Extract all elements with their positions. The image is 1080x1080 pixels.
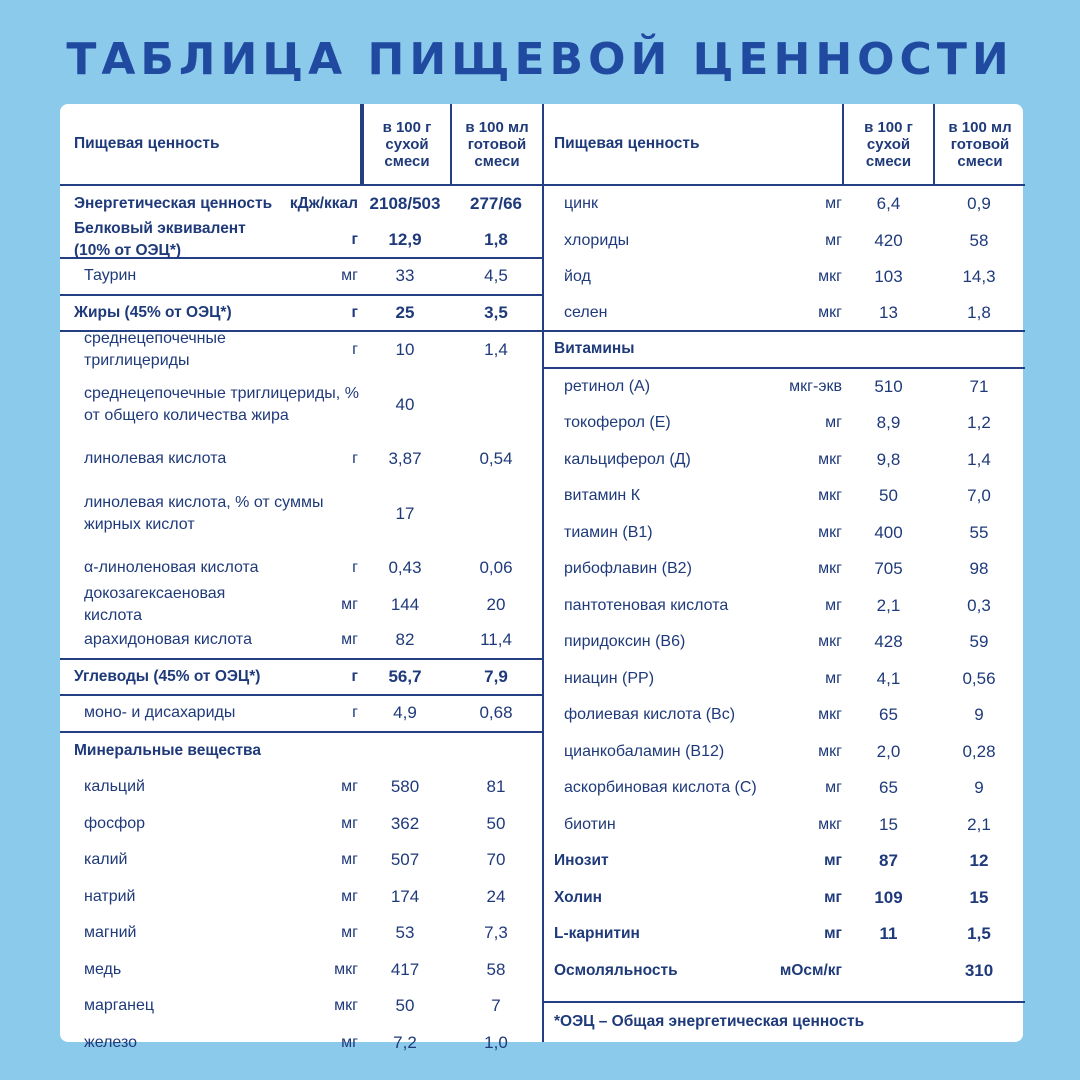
row-unit: мг [825,195,842,213]
row-unit: мкг [334,960,358,978]
row-unit: мкг [818,560,842,578]
row-name: хлориды [564,231,630,249]
row-value-dry: 11 [879,924,898,944]
table-row [544,296,1025,333]
page-title: ТАБЛИЦА ПИЩЕВОЙ ЦЕННОСТИ [66,34,1014,85]
table-row [544,186,1025,223]
row-name: линолевая кислота, % от суммы жирных кислот [84,493,324,533]
row-unit: мг [341,851,358,869]
table-row [544,880,1025,917]
row-value-ready: 55 [969,522,989,542]
row-value-ready: 24 [486,886,506,906]
table-row [544,332,1025,369]
table-row [60,988,542,1025]
row-value-ready: 1,2 [967,413,991,433]
row-unit: мкг [818,523,842,541]
row-value-dry: 580 [390,777,420,797]
header-col-ready: в 100 мл готовой смеси [933,104,1025,184]
row-name: пантотеновая кислота [564,596,729,614]
row-name: среднецепочечные триглицериды, % от общего количества жира [84,384,359,424]
row-value-dry: 87 [879,851,898,871]
row-unit: мг [824,925,842,943]
row-value-dry: 12,9 [388,229,422,249]
row-value-ready: 0,06 [479,558,513,578]
header-label: Пищевая ценность [554,135,700,152]
footnote: *ОЭЦ – Общая энергетическая ценность [554,1013,865,1030]
table-row [60,369,542,442]
row-value-dry: 17 [395,503,415,523]
row-value-dry: 362 [390,813,420,833]
row-value-dry: 65 [879,778,898,798]
row-value-ready: 0,54 [479,449,513,469]
table-row [60,842,542,879]
table-row [60,441,542,478]
row-value-dry: 174 [390,886,420,906]
row-unit: г [351,230,358,248]
row-value-dry: 4,9 [393,703,417,723]
row-value-dry: 10 [395,340,415,360]
row-name: медь [84,960,122,978]
row-name: Белковый эквивалент (10% от ОЭЦ*) [74,219,246,259]
row-value-dry: 4,1 [876,668,901,688]
row-value-dry: 103 [874,267,903,287]
table-row [60,296,542,333]
row-name: цианкобаламин (В12) [564,742,725,760]
table-header [544,104,1025,186]
row-value-ready: 58 [486,959,506,979]
table-row [60,332,542,369]
row-value-dry: 144 [390,594,420,614]
row-value-dry: 15 [879,814,898,834]
table-row [544,259,1025,296]
row-value-ready: 9 [974,705,984,725]
row-name: марганец [84,997,155,1015]
row-unit: мг [341,924,358,942]
row-value-ready: 0,3 [967,595,991,615]
table-row [60,623,542,660]
row-name: L-карнитин [554,925,640,943]
row-value-ready: 59 [969,632,989,652]
row-name: Витамины [554,340,635,358]
row-value-dry: 7,2 [393,1032,417,1052]
table-row [544,442,1025,479]
row-name: среднецепочечные триглицериды [84,330,226,370]
row-name: Холин [554,888,602,906]
row-name: Энергетическая ценность [74,195,273,213]
row-value-ready: 9 [974,778,984,798]
row-value-dry: 53 [395,923,415,943]
row-value-ready: 2,1 [967,814,991,834]
row-unit: мг [825,596,842,614]
row-unit: г [352,341,358,359]
row-unit: мг [341,778,358,796]
row-value-ready: 20 [486,594,506,614]
row-value-dry: 0,43 [388,558,422,578]
table-row [60,696,542,733]
table-row [60,1025,542,1062]
table-row [544,807,1025,844]
row-name: железо [84,1033,138,1051]
table-row [60,769,542,806]
row-name: Минеральные вещества [74,741,262,759]
row-value-dry: 417 [390,959,420,979]
table-row [60,584,542,624]
row-value-ready: 0,68 [479,703,513,723]
row-value-ready: 7 [491,996,501,1016]
row-unit: кДж/ккал [289,195,358,213]
row-unit: мкг [818,487,842,505]
row-value-dry: 420 [874,230,903,250]
header-col-ready: в 100 мл готовой смеси [450,104,542,184]
row-name: калий [84,851,128,869]
row-value-ready: 0,56 [962,668,996,688]
table-header [60,104,542,186]
row-value-dry: 510 [874,376,903,396]
table-row [544,588,1025,625]
row-unit: мг [825,779,842,797]
table-row [60,915,542,952]
row-value-dry: 2,1 [876,595,901,615]
row-value-dry: 33 [395,266,415,286]
row-unit: мг [341,1033,358,1051]
column-divider [360,104,362,184]
row-name: линолевая кислота [84,450,227,468]
row-name: докозагексаеновая кислота [84,584,226,624]
row-name: витамин К [564,487,641,505]
row-value-dry: 25 [395,302,415,322]
row-name: Жиры (45% от ОЭЦ*) [74,303,232,321]
row-name: арахидоновая кислота [84,631,252,649]
row-value-ready: 14,3 [962,267,996,287]
table-row [544,697,1025,734]
row-value-ready: 50 [486,813,506,833]
row-unit: мг [824,852,842,870]
table-row [60,259,542,296]
row-value-ready: 1,8 [967,302,991,322]
row-name: α-линоленовая кислота [84,559,259,577]
row-value-ready: 1,4 [967,449,991,469]
row-name: кальциферол (Д) [564,450,691,468]
table-right-column [542,104,1025,1042]
row-name: фосфор [84,814,146,832]
row-value-dry: 50 [879,486,898,506]
row-unit: мг [341,887,358,905]
row-unit: мг [825,414,842,432]
row-name: ретинол (А) [564,377,651,395]
row-unit: мкг [334,997,358,1015]
row-unit: мкг [818,450,842,468]
row-value-dry: 40 [395,394,415,414]
row-value-dry: 705 [874,559,903,579]
table-row [544,916,1025,953]
row-value-dry: 109 [874,887,903,907]
row-value-ready: 71 [969,376,989,396]
column-divider [450,104,452,184]
row-unit: мг [341,814,358,832]
header-col-dry: в 100 г сухой смеси [842,104,933,184]
row-value-dry: 13 [879,302,898,322]
table-row [544,515,1025,552]
row-value-ready: 81 [486,777,506,797]
row-value-ready: 1,4 [484,340,508,360]
table-row [60,660,542,697]
row-unit: г [351,303,358,321]
row-value-dry: 507 [390,850,420,870]
table-row [544,734,1025,771]
row-unit: г [352,559,358,577]
row-unit: мкг [818,742,842,760]
row-name: кальций [84,778,145,796]
table-row [60,733,542,770]
row-name: ниацин (РР) [564,669,655,687]
row-value-ready: 4,5 [484,266,508,286]
row-name: цинк [564,195,598,213]
row-name: Осмоляльность [554,961,678,979]
nutrition-table [60,104,1023,1052]
row-name: Углеводы (45% от ОЭЦ*) [74,667,261,685]
row-value-dry: 400 [874,522,903,542]
table-row [60,219,542,260]
table-row [544,770,1025,807]
row-value-dry: 56,7 [388,666,422,686]
row-unit: мкг [818,633,842,651]
row-value-dry: 6,4 [876,194,901,214]
row-unit: мг [824,888,842,906]
row-name: аскорбиновая кислота (С) [564,779,757,797]
row-value-ready: 98 [969,559,989,579]
row-name: моно- и дисахариды [84,704,236,722]
row-name: биотин [564,815,616,833]
table-row [544,953,1025,990]
row-value-dry: 2,0 [876,741,901,761]
footnote-divider [544,1001,1025,1003]
table-row [544,843,1025,880]
row-value-ready: 15 [969,887,989,907]
row-value-ready: 310 [964,960,994,980]
row-value-ready: 70 [486,850,506,870]
table-row [544,405,1025,442]
table-row [60,952,542,989]
table-row [544,661,1025,698]
row-name: токоферол (Е) [564,414,671,432]
table-row [544,551,1025,588]
row-unit: г [352,704,358,722]
row-name: магний [84,924,137,942]
row-value-ready: 7,0 [967,486,991,506]
row-value-dry: 8,9 [876,413,901,433]
row-unit: мг [825,669,842,687]
row-unit: г [352,450,358,468]
table-row [60,550,542,587]
row-name: пиридоксин (В6) [564,633,686,651]
row-name: фолиевая кислота (Вс) [564,706,736,724]
row-unit: мкг [818,303,842,321]
header-label: Пищевая ценность [74,135,220,152]
table-row [60,806,542,843]
row-value-ready: 12 [969,851,989,871]
row-value-dry: 9,8 [876,449,901,469]
row-value-ready: 11,4 [480,630,512,650]
row-name: Таурин [84,267,137,285]
row-value-ready: 1,5 [967,924,991,944]
row-unit: г [351,667,358,685]
row-unit: мг [341,595,358,613]
row-value-ready: 1,0 [484,1032,508,1052]
table-row [60,478,542,551]
row-unit: мкг [818,706,842,724]
row-unit: мг [341,267,358,285]
row-value-dry: 82 [395,630,415,650]
row-name: тиамин (В1) [564,523,653,541]
table-row [544,369,1025,406]
table-row [544,478,1025,515]
row-value-ready: 58 [969,230,989,250]
row-name: Инозит [554,852,609,870]
row-unit: мОсм/кг [779,961,842,979]
row-unit: мг [341,631,358,649]
row-value-ready: 3,5 [484,302,508,322]
row-unit: мкг-экв [789,377,842,395]
row-value-dry: 65 [879,705,898,725]
row-value-dry: 2108/503 [369,194,441,214]
table-row [544,624,1025,661]
header-col-dry: в 100 г сухой смеси [362,104,450,184]
row-value-dry: 50 [395,996,415,1016]
row-value-ready: 1,8 [484,229,508,249]
row-unit: мкг [818,268,842,286]
table-row [60,879,542,916]
row-value-dry: 428 [874,632,903,652]
table-row [544,223,1025,260]
row-value-ready: 7,9 [484,666,508,686]
row-value-ready: 7,3 [484,923,508,943]
row-name: йод [564,268,591,286]
row-value-ready: 277/66 [470,194,522,214]
row-name: натрий [84,887,136,905]
row-unit: мкг [818,815,842,833]
row-unit: мг [825,231,842,249]
row-value-ready: 0,9 [967,194,991,214]
row-value-ready: 0,28 [962,741,996,761]
row-value-dry: 3,87 [388,449,422,469]
row-name: рибофлавин (В2) [564,560,692,578]
row-name: селен [564,303,608,321]
